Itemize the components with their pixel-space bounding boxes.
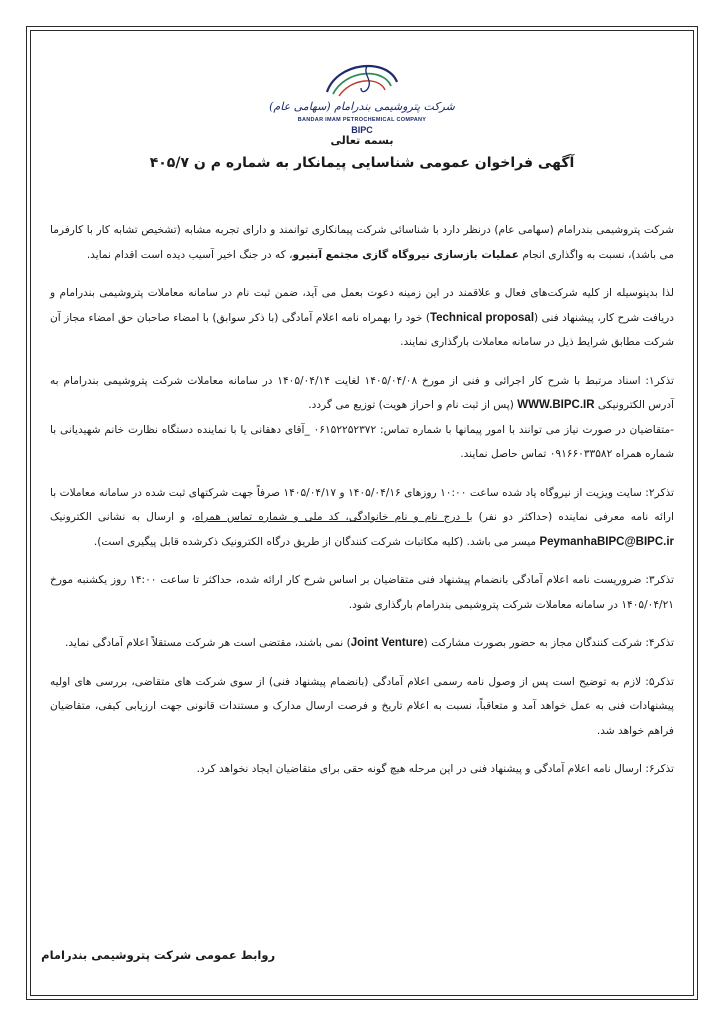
note-2-underlined: با درج نام و نام خانوادگی، کد ملی و شماره تماس همراه (194, 511, 473, 523)
note-1-contact (50, 418, 674, 467)
paragraph-invitation (50, 281, 674, 355)
company-name-en: BANDAR IMAM PETROCHEMICAL COMPANY (297, 117, 427, 123)
note-4 (50, 631, 674, 656)
note-2 (50, 481, 674, 555)
note-4-text: تذکر۴: شرکت کنندگان مجاز به حضور بصورت مشارکت ( (423, 637, 674, 649)
invitation-text: لذا بدینوسیله از کلیه شرکت‌های فعال و علاقمند در این زمینه دعوت بعمل می آید، ضمن ثبت نام در سامانه معاملات پتروشیمی بندرامام و دریافت شرح کار، پیشنهاد فنی ( (50, 287, 675, 324)
company-logo-block (0, 52, 724, 135)
signature-line (0, 948, 724, 962)
bipc-logo-icon (317, 52, 407, 102)
website-link[interactable]: WWW.BIPC.IR (517, 399, 595, 411)
note-5: تذکر۵: لازم به توضیح است پس از وصول نامه رسمی اعلام آمادگی (بانضمام پیشنهاد فنی) از سوی شرکت های متقاضی، بررسی های اولیه پیشنهادات فنی به عمل خواهد آمد و متعاقباً، نسبت به اعلام تاریخ و فرصت ارسال مدارک و مستندات قانونی جهت ارزیابی کیفی، متقاضیان فراهم خواهد شد. (50, 675, 674, 737)
note-1-text-end: (پس از ثبت نام و احراز هویت) توزیع می گردد. (308, 399, 518, 411)
company-abbr: BIPC (351, 125, 373, 135)
invitation-text-end: ) خود را بهمراه نامه اعلام آمادگی (با ذکر سوابق) با امضاء صاحبان حق امضاء مجاز آن شرکت مطابق شرایط ذیل در سامانه معاملات بارگذاری نمایند. (50, 311, 674, 348)
note-2-text-end: میسر می باشد. (کلیه مکاتبات شرکت کنندگان از طریق درگاه الکترونیک ذکرشده قابل پیگیری است). (93, 535, 540, 548)
announcement-title: آگهی فراخوان عمومی شناسایی پیمانکار به شماره م ن ۴۰۵/۷ (149, 155, 575, 171)
note-3: تذکر۳: ضروریست نامه اعلام آمادگی بانضمام پیشنهاد فنی متقاضیان بر اساس شرح کار ارائه شده، حداکثر تا ساعت ۱۴:۰۰ روز یکشنبه مورخ ۱۴۰۵/۰۴/۲۱ در سامانه معاملات شرکت پتروشیمی بندرامام بارگذاری شود. (50, 574, 674, 611)
intro-text: شرکت پتروشیمی بندرامام (سهامی عام) درنظر دارد با شناسائی شرکت پیمانکاری توانمند و دارای تجربه مشابه (تشخیص تشابه کار با کارفرما می باشد)، نسبت به واگذاری انجام (50, 224, 674, 261)
project-name: عملیات بازسازی نیروگاه گازی مجتمع آبنیرو (292, 248, 519, 261)
note-1 (50, 369, 674, 418)
note-6: تذکر۶: ارسال نامه اعلام آمادگی و پیشنهاد فنی در این مرحله هیچ گونه حقی برای متقاضیان ایجاد نخواهد کرد. (196, 763, 674, 775)
intro-text-end: ، که در جنگ اخیر آسیب دیده است اقدام نماید. (86, 248, 293, 261)
paragraph-intro (50, 218, 674, 267)
note-2-text-mid: ، و ارسال به نشانی الکترونیک (50, 511, 195, 523)
basmala-heading: بسمه تعالی (330, 134, 394, 147)
joint-venture-term: Joint Venture (350, 637, 424, 649)
company-name-fa: شرکت پتروشیمی بندرامام (سهامی عام) (269, 100, 455, 113)
note-4-text-end: ) نمی باشند، مقتضی است هر شرکت مستقلاً اعلام آمادگی نماید. (64, 637, 351, 649)
contact-text: -متقاضیان در صورت نیاز می توانند با امور پیمانها با شماره تماس: ۰۶۱۵۲۲۵۲۳۷۲ _آقای دهقانی یا با نماینده دستگاه نظارت خانم شهیدیانی با شماره همراه ۰۹۱۶۶۰۳۳۵۸۲ تماس حاصل نمایند. (50, 423, 675, 460)
note-2-text: تذکر۲: سایت ویزیت از نیروگاه یاد شده ساعت ۱۰:۰۰ روزهای ۱۴۰۵/۰۴/۱۶ و ۱۴۰۵/۰۴/۱۷ صرفاً جهت شرکتهای ثبت شده در سامانه معاملات با ارائه نامه معرفی نماینده (حداکثر دو نفر) (50, 486, 674, 523)
email-link[interactable]: PeymanhaBIPC@BIPC.ir (539, 535, 674, 548)
technical-proposal-term: Technical proposal (429, 311, 535, 324)
signature-text: روابط عمومی شرکت پتروشیمی بندرامام (41, 948, 276, 962)
note-1-text: تذکر۱: اسناد مرتبط با شرح کار اجرائی و فنی از مورخ ۱۴۰۵/۰۴/۰۸ لغایت ۱۴۰۵/۰۴/۱۴ در سامانه معاملات شرکت پتروشیمی بندرامام به آدرس الکترونیکی (50, 374, 674, 411)
announcement-body (50, 218, 674, 782)
